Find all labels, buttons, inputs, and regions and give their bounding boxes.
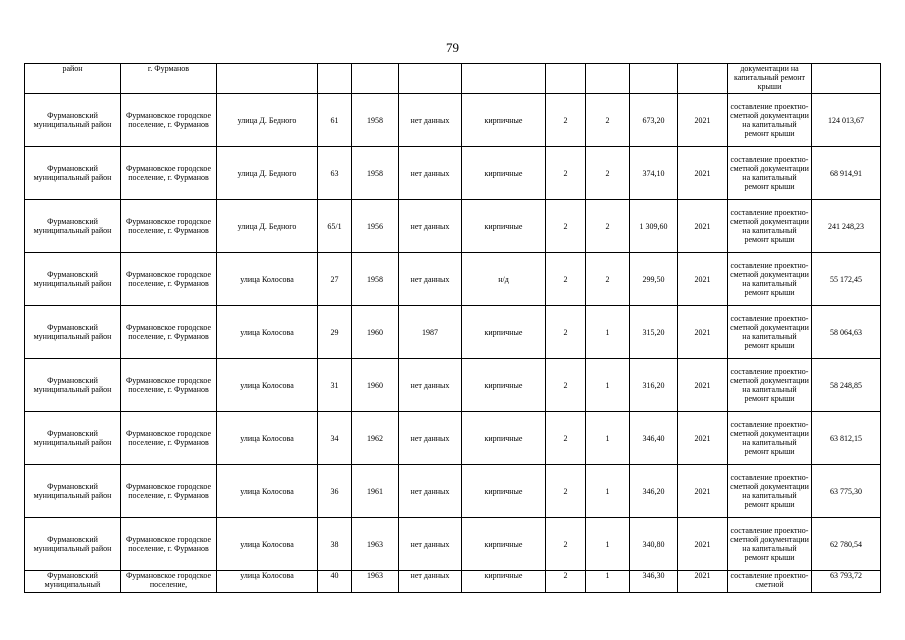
cell-plan-year: 2021 [678,359,728,412]
cell-year: 1958 [352,147,399,200]
register-table [24,63,881,593]
cell-plan-year: 2021 [678,94,728,147]
cell-street: улица Колосова [217,518,318,571]
table-row [25,359,881,412]
cell-district: Фурмановский муниципальный район [25,465,121,518]
cell-work-type: составление проектно-сметной документации на капитальный ремонт крыши [728,359,812,412]
cell-work-type: составление проектно-сметной документации на капитальный ремонт крыши [728,147,812,200]
cell-district: Фурмановский муниципальный район [25,147,121,200]
cell-cost: 124 013,67 [812,94,881,147]
cell-year: 1963 [352,571,399,593]
cell-cost: 63 775,30 [812,465,881,518]
cell-entrances: 2 [586,200,630,253]
cell-house: 40 [318,571,352,593]
cell-plan-year: 2021 [678,518,728,571]
cell-district: Фурмановский муниципальный район [25,306,121,359]
cell-cost: 68 914,91 [812,147,881,200]
cell-walls: кирпичные [462,359,546,412]
cell-floors: 2 [546,253,586,306]
cell-entrances: 1 [586,359,630,412]
cell-district: район [25,64,121,94]
cell-floors: 2 [546,359,586,412]
cell-plan-year: 2021 [678,571,728,593]
cell-house: 31 [318,359,352,412]
cell-year: 1960 [352,306,399,359]
cell-entrances: 1 [586,306,630,359]
cell-repair-year: нет данных [399,94,462,147]
cell-area: 315,20 [630,306,678,359]
cell-area: 374,10 [630,147,678,200]
table-row [25,147,881,200]
table-body [25,64,881,593]
cell-area: 673,20 [630,94,678,147]
cell-area: 346,30 [630,571,678,593]
page-number: 79 [446,40,459,55]
cell-plan-year: 2021 [678,306,728,359]
cell-district: Фурмановский муниципальный [25,571,121,593]
cell-walls: н/д [462,253,546,306]
cell-street: улица Колосова [217,465,318,518]
cell-floors: 2 [546,412,586,465]
cell-walls: кирпичные [462,306,546,359]
cell-walls [462,64,546,94]
table-row [25,200,881,253]
cell-entrances: 1 [586,412,630,465]
cell-repair-year: нет данных [399,253,462,306]
cell-district: Фурмановский муниципальный район [25,412,121,465]
table-row [25,253,881,306]
cell-house: 29 [318,306,352,359]
cell-entrances [586,64,630,94]
cell-plan-year: 2021 [678,465,728,518]
cell-house [318,64,352,94]
cell-house: 65/1 [318,200,352,253]
cell-house: 27 [318,253,352,306]
table-row-partial-bottom [25,571,881,593]
table-row [25,306,881,359]
cell-area: 1 309,60 [630,200,678,253]
cell-district: Фурмановский муниципальный район [25,518,121,571]
cell-entrances: 2 [586,147,630,200]
cell-repair-year: нет данных [399,412,462,465]
cell-area: 346,40 [630,412,678,465]
cell-street: улица Колосова [217,359,318,412]
cell-street: улица Колосова [217,253,318,306]
cell-plan-year: 2021 [678,200,728,253]
table-row [25,518,881,571]
cell-floors: 2 [546,518,586,571]
cell-area: 316,20 [630,359,678,412]
cell-walls: кирпичные [462,518,546,571]
cell-plan-year [678,64,728,94]
cell-entrances: 1 [586,465,630,518]
cell-settlement: Фурмановское городское поселение, г. Фурманов [121,200,217,253]
cell-entrances: 1 [586,571,630,593]
cell-walls: кирпичные [462,571,546,593]
cell-work-type: составление проектно-сметной [728,571,812,593]
cell-street: улица Колосова [217,306,318,359]
table-row-partial-top [25,64,881,94]
cell-settlement: Фурмановское городское поселение, г. Фурманов [121,359,217,412]
cell-street: улица Колосова [217,571,318,593]
cell-settlement: Фурмановское городское поселение, г. Фурманов [121,253,217,306]
cell-repair-year: нет данных [399,518,462,571]
cell-repair-year: нет данных [399,200,462,253]
cell-work-type: составление проектно-сметной документации на капитальный ремонт крыши [728,200,812,253]
cell-house: 34 [318,412,352,465]
cell-street [217,64,318,94]
cell-repair-year: нет данных [399,571,462,593]
cell-plan-year: 2021 [678,412,728,465]
cell-cost: 55 172,45 [812,253,881,306]
cell-work-type: составление проектно-сметной документации на капитальный ремонт крыши [728,94,812,147]
cell-street: улица Д. Бедного [217,94,318,147]
cell-house: 38 [318,518,352,571]
cell-floors: 2 [546,94,586,147]
cell-floors: 2 [546,306,586,359]
cell-year: 1958 [352,94,399,147]
cell-area [630,64,678,94]
table-row [25,94,881,147]
cell-year: 1960 [352,359,399,412]
cell-district: Фурмановский муниципальный район [25,359,121,412]
cell-repair-year: нет данных [399,359,462,412]
cell-cost [812,64,881,94]
cell-cost: 62 780,54 [812,518,881,571]
cell-floors: 2 [546,200,586,253]
cell-settlement: Фурмановское городское поселение, г. Фурманов [121,147,217,200]
cell-entrances: 2 [586,253,630,306]
cell-settlement: г. Фурманов [121,64,217,94]
cell-repair-year: нет данных [399,147,462,200]
cell-work-type: составление проектно-сметной документации на капитальный ремонт крыши [728,306,812,359]
cell-year: 1956 [352,200,399,253]
cell-settlement: Фурмановское городское поселение, г. Фурманов [121,518,217,571]
cell-cost: 58 248,85 [812,359,881,412]
cell-year: 1961 [352,465,399,518]
cell-house: 63 [318,147,352,200]
cell-plan-year: 2021 [678,147,728,200]
cell-year: 1962 [352,412,399,465]
cell-cost: 58 064,63 [812,306,881,359]
cell-house: 61 [318,94,352,147]
cell-repair-year [399,64,462,94]
cell-walls: кирпичные [462,412,546,465]
cell-area: 346,20 [630,465,678,518]
cell-year [352,64,399,94]
cell-street: улица Колосова [217,412,318,465]
cell-walls: кирпичные [462,465,546,518]
cell-street: улица Д. Бедного [217,200,318,253]
cell-repair-year: нет данных [399,465,462,518]
cell-year: 1958 [352,253,399,306]
cell-area: 299,50 [630,253,678,306]
cell-district: Фурмановский муниципальный район [25,200,121,253]
cell-settlement: Фурмановское городское поселение, г. Фурманов [121,465,217,518]
cell-area: 340,80 [630,518,678,571]
cell-floors [546,64,586,94]
cell-house: 36 [318,465,352,518]
table-row [25,412,881,465]
cell-year: 1963 [352,518,399,571]
cell-work-type: документации на капитальный ремонт крыши [728,64,812,94]
cell-repair-year: 1987 [399,306,462,359]
table-row [25,465,881,518]
cell-settlement: Фурмановское городское поселение, г. Фурманов [121,412,217,465]
cell-work-type: составление проектно-сметной документации на капитальный ремонт крыши [728,412,812,465]
cell-district: Фурмановский муниципальный район [25,253,121,306]
cell-entrances: 2 [586,94,630,147]
cell-floors: 2 [546,571,586,593]
cell-entrances: 1 [586,518,630,571]
cell-work-type: составление проектно-сметной документации на капитальный ремонт крыши [728,253,812,306]
cell-cost: 63 812,15 [812,412,881,465]
cell-cost: 63 793,72 [812,571,881,593]
cell-work-type: составление проектно-сметной документации на капитальный ремонт крыши [728,465,812,518]
cell-street: улица Д. Бедного [217,147,318,200]
cell-floors: 2 [546,147,586,200]
cell-district: Фурмановский муниципальный район [25,94,121,147]
cell-walls: кирпичные [462,94,546,147]
cell-settlement: Фурмановское городское поселение, [121,571,217,593]
cell-walls: кирпичные [462,147,546,200]
cell-plan-year: 2021 [678,253,728,306]
cell-work-type: составление проектно-сметной документации на капитальный ремонт крыши [728,518,812,571]
cell-walls: кирпичные [462,200,546,253]
cell-settlement: Фурмановское городское поселение, г. Фурманов [121,306,217,359]
cell-floors: 2 [546,465,586,518]
cell-cost: 241 248,23 [812,200,881,253]
cell-settlement: Фурмановское городское поселение, г. Фурманов [121,94,217,147]
